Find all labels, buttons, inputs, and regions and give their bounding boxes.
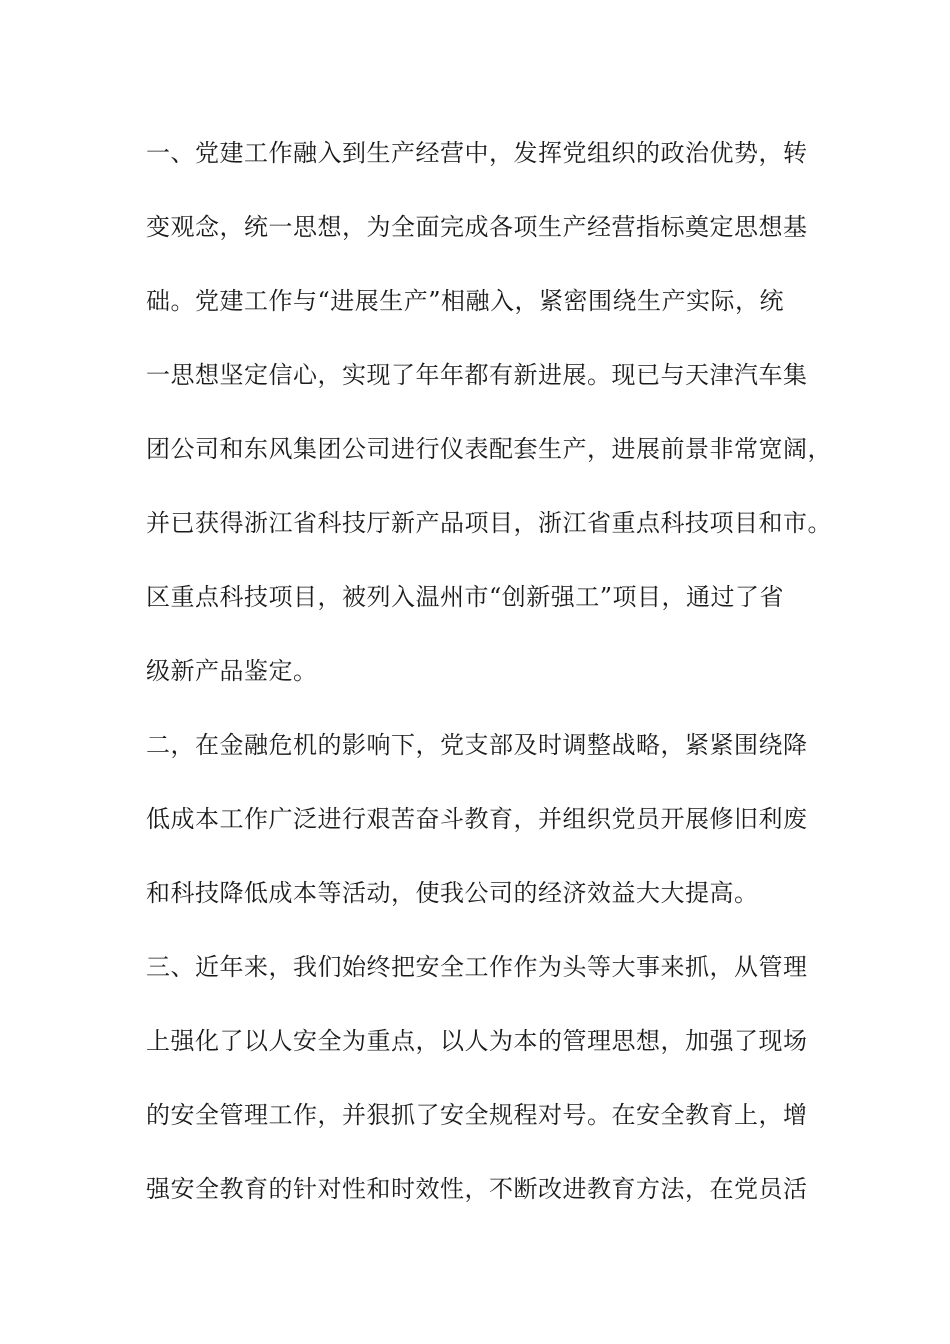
text-line: 一、党建工作融入到生产经营中，发挥党组织的政治优势，转 [146,139,808,167]
text-line: 一思想坚定信心，实现了年年都有新进展。现已与天津汽车集 [146,361,808,389]
text-line: 的安全管理工作，并狠抓了安全规程对号。在安全教育上，增 [146,1101,808,1129]
document-body [146,131,836,1241]
text-line: 二，在金融危机的影响下，党支部及时调整战略，紧紧围绕降 [146,731,808,759]
text-line: 团公司和东风集团公司进行仪表配套生产，进展前景非常宽阔， [146,435,832,463]
text-line: 强安全教育的针对性和时效性，不断改进教育方法，在党员活 [146,1175,808,1203]
text-line: 并已获得浙江省科技厅新产品项目，浙江省重点科技项目和市。 [146,509,832,537]
text-line: 低成本工作广泛进行艰苦奋斗教育，并组织党员开展修旧利废 [146,805,808,833]
text-line: 级新产品鉴定。 [146,657,318,685]
text-line: 础。党建工作与“进展生产”相融入，紧密围绕生产实际，统 [146,287,785,315]
text-line: 变观念，统一思想，为全面完成各项生产经营指标奠定思想基 [146,213,808,241]
text-line: 和科技降低成本等活动，使我公司的经济效益大大提高。 [146,879,759,907]
text-line: 区重点科技项目，被列入温州市“创新强工”项目，通过了省 [146,583,785,611]
text-line: 上强化了以人安全为重点，以人为本的管理思想，加强了现场 [146,1027,808,1055]
text-line: 三、近年来，我们始终把安全工作作为头等大事来抓，从管理 [146,953,808,981]
